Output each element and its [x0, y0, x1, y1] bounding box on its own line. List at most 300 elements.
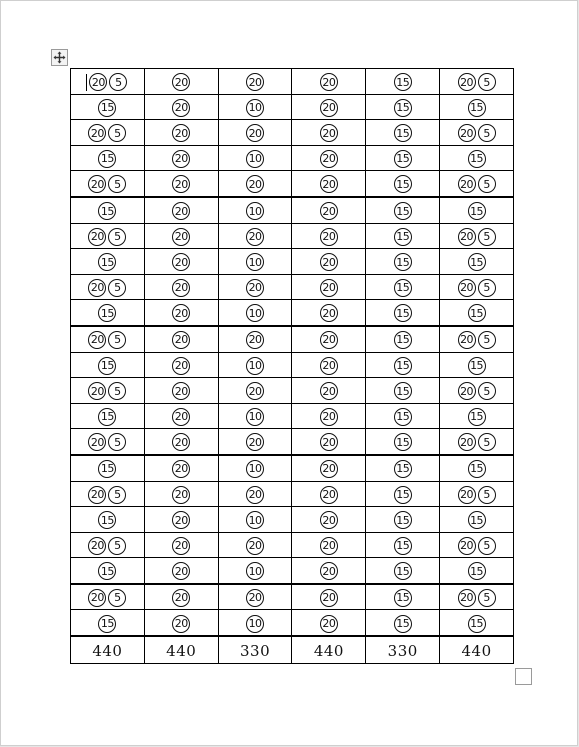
coin-circle: 20 — [88, 175, 106, 193]
table-cell[interactable] — [144, 584, 218, 610]
table-cell[interactable] — [144, 120, 218, 146]
table-cell[interactable] — [144, 69, 218, 95]
coin-circle: 10 — [246, 304, 264, 322]
coin-circle: 5 — [108, 279, 126, 297]
coin-circle: 10 — [246, 408, 264, 426]
coin-circle: 20 — [246, 537, 264, 555]
coin-circle: 20 — [458, 331, 476, 349]
coin-circle: 15 — [394, 511, 412, 529]
coin-circle: 20 — [320, 150, 338, 168]
table-cell[interactable] — [71, 326, 145, 352]
coin-circle: 20 — [88, 124, 106, 142]
table-cell[interactable] — [292, 429, 366, 455]
coin-circle: 20 — [172, 150, 190, 168]
table-row — [71, 145, 514, 171]
table-cell[interactable] — [440, 584, 514, 610]
coin-circle: 15 — [394, 175, 412, 193]
table-cell[interactable] — [292, 223, 366, 249]
table-cell[interactable] — [144, 300, 218, 326]
coin-circle: 20 — [172, 99, 190, 117]
table-row — [71, 481, 514, 507]
coin-circle: 20 — [320, 615, 338, 633]
table-cell[interactable] — [218, 481, 292, 507]
table-resize-handle[interactable] — [515, 668, 532, 685]
coin-circle: 10 — [246, 99, 264, 117]
coin-circle: 15 — [394, 124, 412, 142]
table-cell[interactable] — [292, 584, 366, 610]
coin-circle: 20 — [320, 537, 338, 555]
coin-table — [70, 68, 514, 664]
table-cell[interactable] — [440, 300, 514, 326]
table-cell[interactable] — [144, 274, 218, 300]
table-row — [71, 610, 514, 636]
table-move-handle[interactable] — [51, 49, 68, 66]
coin-circle: 15 — [394, 202, 412, 220]
table-cell[interactable] — [218, 223, 292, 249]
coin-circle: 15 — [98, 615, 116, 633]
coin-circle: 20 — [246, 279, 264, 297]
table-cell[interactable] — [440, 145, 514, 171]
coin-circle: 15 — [394, 460, 412, 478]
coin-circle: 15 — [468, 357, 486, 375]
coin-circle: 20 — [172, 433, 190, 451]
coin-circle: 15 — [468, 150, 486, 168]
table-cell[interactable] — [440, 610, 514, 636]
table-cell[interactable] — [144, 223, 218, 249]
table-cell[interactable] — [71, 352, 145, 378]
table-cell[interactable] — [218, 326, 292, 352]
table-cell[interactable] — [292, 94, 366, 120]
table-cell[interactable] — [71, 300, 145, 326]
coin-circle: 15 — [394, 357, 412, 375]
table-cell[interactable] — [292, 532, 366, 558]
table-cell[interactable] — [440, 558, 514, 584]
total-cell[interactable] — [71, 636, 145, 664]
table-cell[interactable] — [440, 274, 514, 300]
table-cell[interactable] — [366, 249, 440, 275]
coin-circle: 20 — [320, 589, 338, 607]
total-cell[interactable] — [292, 636, 366, 664]
coin-circle: 5 — [478, 175, 496, 193]
table-cell[interactable] — [218, 584, 292, 610]
text-cursor — [86, 74, 87, 91]
coin-circle: 20 — [172, 382, 190, 400]
table-cell[interactable] — [218, 558, 292, 584]
total-value: 440 — [166, 641, 197, 660]
coin-circle: 15 — [394, 228, 412, 246]
coin-circle: 10 — [246, 150, 264, 168]
table-cell[interactable] — [440, 378, 514, 404]
table-row — [71, 69, 514, 95]
coin-circle: 20 — [88, 486, 106, 504]
table-row — [71, 249, 514, 275]
coin-circle: 15 — [394, 382, 412, 400]
coin-circle: 15 — [98, 460, 116, 478]
table-cell[interactable] — [366, 120, 440, 146]
table-cell[interactable] — [292, 378, 366, 404]
table-row — [71, 223, 514, 249]
table-cell[interactable] — [71, 481, 145, 507]
coin-circle: 5 — [478, 537, 496, 555]
coin-circle: 15 — [98, 253, 116, 271]
table-cell[interactable] — [218, 197, 292, 223]
table-cell[interactable] — [366, 274, 440, 300]
table-cell[interactable] — [144, 532, 218, 558]
coin-circle: 15 — [394, 304, 412, 322]
table-cell[interactable] — [144, 403, 218, 429]
table-cell[interactable] — [218, 145, 292, 171]
table-cell[interactable] — [218, 120, 292, 146]
coin-circle: 20 — [320, 382, 338, 400]
table-cell[interactable] — [366, 378, 440, 404]
total-cell[interactable] — [144, 636, 218, 664]
table-cell[interactable] — [292, 274, 366, 300]
coin-circle: 20 — [88, 589, 106, 607]
coin-circle: 10 — [246, 562, 264, 580]
table-cell[interactable] — [366, 223, 440, 249]
total-cell[interactable] — [440, 636, 514, 664]
table-cell[interactable] — [292, 326, 366, 352]
table-cell[interactable] — [218, 249, 292, 275]
table-cell[interactable] — [218, 300, 292, 326]
table-cell[interactable] — [366, 455, 440, 481]
table-cell[interactable] — [440, 429, 514, 455]
coin-circle: 20 — [246, 124, 264, 142]
table-cell[interactable] — [292, 610, 366, 636]
table-cell[interactable] — [292, 69, 366, 95]
table-row — [71, 120, 514, 146]
table-cell[interactable] — [366, 171, 440, 197]
coin-circle: 15 — [98, 408, 116, 426]
coin-circle: 20 — [458, 124, 476, 142]
table-cell[interactable] — [218, 94, 292, 120]
coin-circle: 20 — [172, 615, 190, 633]
coin-circle: 20 — [172, 279, 190, 297]
table-cell[interactable] — [144, 610, 218, 636]
table-cell[interactable] — [440, 94, 514, 120]
coin-circle: 20 — [88, 228, 106, 246]
coin-circle: 20 — [172, 486, 190, 504]
table-cell[interactable] — [292, 507, 366, 533]
coin-circle: 20 — [172, 175, 190, 193]
table-cell[interactable] — [292, 481, 366, 507]
coin-circle: 20 — [246, 175, 264, 193]
coin-circle: 20 — [320, 433, 338, 451]
table-cell[interactable] — [71, 610, 145, 636]
table-cell[interactable] — [440, 352, 514, 378]
coin-circle: 20 — [320, 279, 338, 297]
coin-circle: 15 — [394, 150, 412, 168]
table-row — [71, 532, 514, 558]
coin-circle: 15 — [394, 279, 412, 297]
table-cell[interactable] — [292, 352, 366, 378]
coin-circle: 20 — [246, 382, 264, 400]
table-cell[interactable] — [144, 455, 218, 481]
coin-circle: 20 — [458, 433, 476, 451]
coin-circle: 20 — [458, 73, 476, 91]
coin-circle: 20 — [320, 486, 338, 504]
table-cell[interactable] — [366, 532, 440, 558]
table-cell[interactable] — [71, 197, 145, 223]
coin-circle: 5 — [478, 124, 496, 142]
coin-circle: 20 — [320, 124, 338, 142]
coin-circle: 5 — [478, 382, 496, 400]
table-cell[interactable] — [71, 274, 145, 300]
coin-circle: 20 — [172, 511, 190, 529]
coin-circle: 20 — [458, 279, 476, 297]
table-cell[interactable] — [440, 171, 514, 197]
coin-circle: 5 — [478, 331, 496, 349]
total-value: 440 — [313, 641, 344, 660]
table-cell[interactable] — [144, 326, 218, 352]
coin-circle: 15 — [468, 562, 486, 580]
coin-table-body — [71, 69, 514, 664]
coin-circle: 5 — [108, 486, 126, 504]
table-cell[interactable] — [144, 378, 218, 404]
table-cell[interactable] — [292, 558, 366, 584]
table-cell[interactable] — [71, 249, 145, 275]
table-cell[interactable] — [218, 171, 292, 197]
coin-circle: 15 — [394, 408, 412, 426]
coin-circle: 15 — [394, 99, 412, 117]
coin-circle: 20 — [458, 537, 476, 555]
coin-circle: 15 — [394, 73, 412, 91]
table-cell[interactable] — [366, 429, 440, 455]
coin-circle: 5 — [108, 175, 126, 193]
coin-circle: 20 — [88, 382, 106, 400]
coin-circle: 20 — [172, 253, 190, 271]
coin-circle: 20 — [320, 175, 338, 193]
coin-circle: 20 — [88, 537, 106, 555]
coin-circle: 5 — [478, 486, 496, 504]
table-cell[interactable] — [71, 94, 145, 120]
table-cell[interactable] — [218, 403, 292, 429]
table-cell[interactable] — [144, 171, 218, 197]
table-cell[interactable] — [366, 558, 440, 584]
total-cell[interactable] — [366, 636, 440, 664]
table-cell[interactable] — [71, 558, 145, 584]
coin-circle: 20 — [172, 562, 190, 580]
table-cell[interactable] — [366, 584, 440, 610]
coin-circle: 20 — [320, 511, 338, 529]
coin-circle: 5 — [108, 331, 126, 349]
table-cell[interactable] — [440, 532, 514, 558]
coin-circle: 15 — [98, 511, 116, 529]
table-cell[interactable] — [440, 120, 514, 146]
table-cell[interactable] — [366, 403, 440, 429]
table-cell[interactable] — [71, 429, 145, 455]
table-cell[interactable] — [71, 223, 145, 249]
coin-circle: 20 — [172, 331, 190, 349]
coin-circle: 15 — [468, 511, 486, 529]
total-value: 440 — [461, 641, 492, 660]
coin-circle: 20 — [320, 357, 338, 375]
coin-circle: 20 — [172, 228, 190, 246]
table-row — [71, 584, 514, 610]
table-cell[interactable] — [144, 145, 218, 171]
coin-circle: 20 — [246, 589, 264, 607]
total-cell[interactable] — [218, 636, 292, 664]
table-cell[interactable] — [366, 326, 440, 352]
table-cell[interactable] — [366, 610, 440, 636]
table-row — [71, 94, 514, 120]
coin-circle: 20 — [88, 331, 106, 349]
table-cell[interactable] — [71, 455, 145, 481]
table-cell[interactable] — [144, 352, 218, 378]
coin-circle: 20 — [172, 589, 190, 607]
table-cell[interactable] — [71, 120, 145, 146]
table-row — [71, 197, 514, 223]
table-cell[interactable] — [218, 378, 292, 404]
coin-circle: 20 — [246, 433, 264, 451]
coin-circle: 15 — [394, 433, 412, 451]
table-cell[interactable] — [366, 481, 440, 507]
table-cell[interactable] — [71, 584, 145, 610]
table-row — [71, 558, 514, 584]
table-cell[interactable] — [218, 274, 292, 300]
coin-circle: 20 — [458, 175, 476, 193]
coin-circle: 5 — [108, 228, 126, 246]
table-cell[interactable] — [292, 197, 366, 223]
table-cell[interactable] — [292, 249, 366, 275]
table-cell[interactable] — [366, 94, 440, 120]
table-cell[interactable] — [71, 532, 145, 558]
table-cell[interactable] — [71, 403, 145, 429]
coin-circle: 20 — [172, 460, 190, 478]
table-cell[interactable] — [71, 507, 145, 533]
table-cell[interactable] — [71, 378, 145, 404]
coin-circle: 20 — [172, 537, 190, 555]
coin-circle: 15 — [394, 486, 412, 504]
coin-circle: 15 — [468, 99, 486, 117]
table-cell[interactable] — [440, 507, 514, 533]
table-cell[interactable] — [71, 69, 145, 95]
coin-circle: 15 — [468, 460, 486, 478]
table-cell[interactable] — [218, 532, 292, 558]
coin-circle: 20 — [246, 73, 264, 91]
table-cell[interactable] — [218, 455, 292, 481]
coin-circle: 15 — [98, 202, 116, 220]
table-cell[interactable] — [144, 197, 218, 223]
coin-circle: 20 — [458, 589, 476, 607]
coin-circle: 20 — [458, 382, 476, 400]
table-cell[interactable] — [218, 352, 292, 378]
coin-circle: 20 — [458, 228, 476, 246]
table-cell[interactable] — [292, 145, 366, 171]
coin-circle: 5 — [478, 433, 496, 451]
table-row — [71, 429, 514, 455]
coin-circle: 20 — [88, 279, 106, 297]
table-cell[interactable] — [71, 145, 145, 171]
table-cell[interactable] — [292, 300, 366, 326]
coin-circle: 5 — [108, 537, 126, 555]
coin-circle: 5 — [478, 589, 496, 607]
coin-circle: 20 — [172, 73, 190, 91]
coin-circle: 10 — [246, 202, 264, 220]
coin-circle: 15 — [394, 589, 412, 607]
total-value: 440 — [92, 641, 123, 660]
table-cell[interactable] — [440, 455, 514, 481]
coin-circle: 20 — [172, 304, 190, 322]
table-cell[interactable] — [144, 249, 218, 275]
coin-circle: 20 — [320, 331, 338, 349]
coin-circle: 15 — [468, 304, 486, 322]
table-cell[interactable] — [218, 507, 292, 533]
table-cell[interactable] — [292, 171, 366, 197]
coin-circle: 20 — [172, 202, 190, 220]
coin-circle: 15 — [468, 615, 486, 633]
coin-circle: 5 — [478, 228, 496, 246]
table-cell[interactable] — [440, 249, 514, 275]
table-cell[interactable] — [218, 69, 292, 95]
coin-circle: 15 — [394, 331, 412, 349]
table-row — [71, 507, 514, 533]
coin-circle: 15 — [468, 202, 486, 220]
table-cell[interactable] — [440, 69, 514, 95]
coin-circle: 5 — [109, 73, 127, 91]
table-cell[interactable] — [292, 455, 366, 481]
total-value: 330 — [240, 641, 271, 660]
coin-circle: 20 — [246, 331, 264, 349]
table-row — [71, 378, 514, 404]
coin-circle: 15 — [468, 253, 486, 271]
table-row — [71, 300, 514, 326]
table-cell[interactable] — [440, 403, 514, 429]
table-cell[interactable] — [440, 481, 514, 507]
coin-circle: 15 — [394, 537, 412, 555]
coin-circle: 20 — [320, 304, 338, 322]
table-cell[interactable] — [71, 171, 145, 197]
table-cell[interactable] — [144, 507, 218, 533]
table-cell[interactable] — [144, 429, 218, 455]
table-cell[interactable] — [440, 197, 514, 223]
coin-circle: 5 — [108, 382, 126, 400]
coin-circle: 15 — [468, 408, 486, 426]
coin-circle: 20 — [172, 124, 190, 142]
table-row — [71, 403, 514, 429]
coin-circle: 20 — [320, 202, 338, 220]
coin-circle: 20 — [320, 228, 338, 246]
coin-circle: 5 — [478, 279, 496, 297]
table-cell[interactable] — [366, 197, 440, 223]
table-cell[interactable] — [144, 94, 218, 120]
table-cell[interactable] — [292, 120, 366, 146]
table-cell[interactable] — [218, 429, 292, 455]
table-cell[interactable] — [366, 300, 440, 326]
coin-circle: 20 — [246, 486, 264, 504]
coin-circle: 5 — [108, 433, 126, 451]
table-cell[interactable] — [440, 223, 514, 249]
coin-circle: 15 — [98, 150, 116, 168]
table-cell[interactable] — [366, 507, 440, 533]
coin-circle: 20 — [172, 408, 190, 426]
table-row — [71, 171, 514, 197]
table-cell[interactable] — [366, 352, 440, 378]
table-cell[interactable] — [366, 69, 440, 95]
coin-circle: 20 — [320, 408, 338, 426]
table-cell[interactable] — [218, 610, 292, 636]
coin-circle: 15 — [394, 562, 412, 580]
table-cell[interactable] — [144, 481, 218, 507]
table-cell[interactable] — [292, 403, 366, 429]
coin-circle: 10 — [246, 615, 264, 633]
table-cell[interactable] — [440, 326, 514, 352]
table-cell[interactable] — [366, 145, 440, 171]
coin-circle: 5 — [478, 73, 496, 91]
table-cell[interactable] — [144, 558, 218, 584]
coin-circle: 15 — [394, 253, 412, 271]
coin-circle: 10 — [246, 460, 264, 478]
